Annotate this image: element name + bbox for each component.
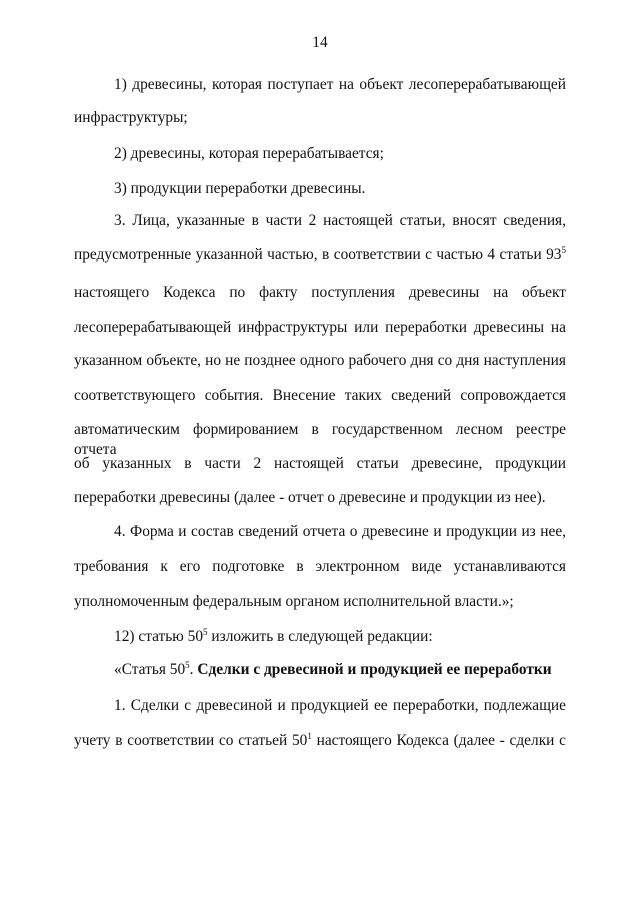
para3-line-4: лесоперерабатывающей инфраструктуры или переработки древесины на	[74, 319, 566, 336]
para3-line-7: автоматическим формированием в государственном лесном реестре отчета	[74, 421, 566, 458]
list-item-1-line-1: 1) древесины, которая поступает на объект лесоперерабатывающей	[114, 76, 566, 93]
para3-line-8: об указанных в части 2 настоящей статьи древесине, продукции	[74, 455, 566, 472]
item-12-text: 12) статью 50	[114, 628, 204, 645]
superscript: 5	[185, 660, 190, 670]
article-p1-line-2-rest: настоящего Кодекса (далее - сделки с	[311, 732, 566, 749]
superscript: 5	[203, 627, 208, 637]
article-p1-line-2-text: учету в соответствии со статьей 50	[74, 732, 308, 749]
article-dot: .	[189, 661, 198, 678]
article-label: «Статья 50	[114, 661, 186, 678]
para3-line-2	[74, 245, 566, 265]
item-12-rest: изложить в следующей редакции:	[207, 628, 433, 645]
para3-line-5: указанном объекте, но не позднее одного рабочего дня со дня наступления	[74, 352, 566, 369]
list-item-2: 2) древесины, которая перерабатывается;	[114, 145, 384, 162]
para4-line-3: уполномоченным федеральным органом исполнительной власти.»;	[74, 593, 514, 610]
para3-line-1: 3. Лица, указанные в части 2 настоящей статьи, вносят сведения,	[114, 212, 566, 229]
superscript: 1	[307, 731, 312, 741]
article-p1-line-2	[74, 731, 566, 751]
para3-line-9: переработки древесины (далее - отчет о древесине и продукции из нее).	[74, 489, 546, 506]
page-number: 14	[312, 34, 328, 51]
para4-line-1: 4. Форма и состав сведений отчета о древесине и продукции из нее,	[114, 523, 566, 540]
para3-line-6: соответствующего события. Внесение таких сведений сопровождается	[74, 387, 566, 404]
article-p1-line-1: 1. Сделки с древесиной и продукцией ее переработки, подлежащие	[114, 697, 566, 714]
article-title: Сделки с древесиной и продукцией ее переработки	[197, 661, 552, 678]
article-heading	[114, 660, 566, 680]
superscript: 5	[561, 245, 566, 255]
list-item-1-line-2: инфраструктуры;	[74, 109, 188, 126]
list-item-3: 3) продукции переработки древесины.	[114, 180, 366, 197]
para3-line-3: настоящего Кодекса по факту поступления древесины на объект	[74, 284, 566, 301]
para4-line-2: требования к его подготовке в электронном виде устанавливаются	[74, 558, 566, 575]
para3-line-2-text: предусмотренные указанной частью, в соответствии с частью 4 статьи 93	[74, 246, 562, 263]
item-12	[114, 627, 566, 647]
